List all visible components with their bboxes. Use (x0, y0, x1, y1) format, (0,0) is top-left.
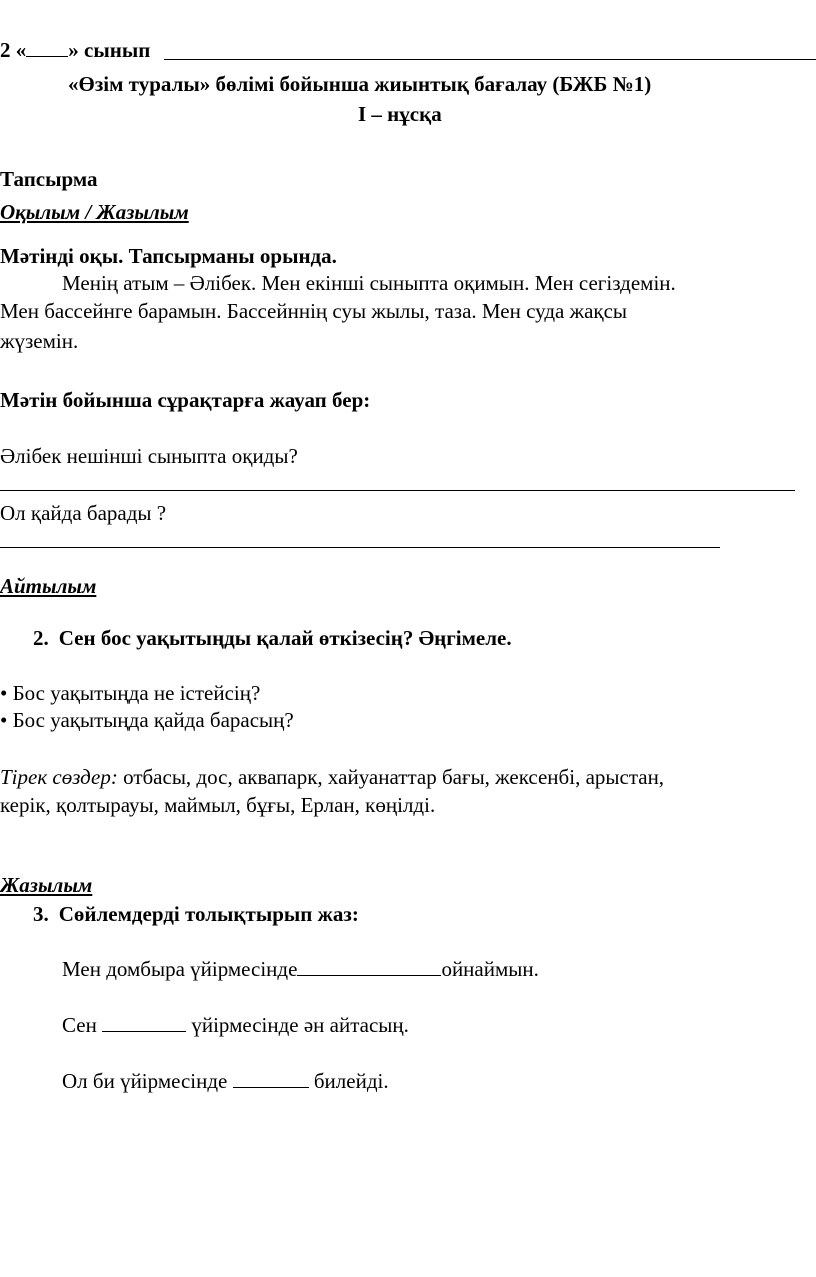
writing-heading: Жазылым (0, 873, 93, 897)
sentence-3 (62, 1068, 389, 1094)
variant-label: I – нұсқа (358, 102, 442, 126)
task-heading: Тапсырма (0, 167, 98, 191)
speaking-heading: Айтылым (0, 574, 97, 598)
sentence-1-blank[interactable] (297, 957, 441, 976)
reading-text-line-1: Менің атым – Әлібек. Мен екінші сыныпта оқимын. Мен сегіздемін. (62, 271, 676, 295)
name-line (164, 59, 816, 60)
reading-text-line-3: жүземін. (0, 329, 79, 353)
sentence-3-blank[interactable] (233, 1069, 309, 1088)
sentence-2-start: Сен (62, 1013, 103, 1037)
class-blank (26, 38, 68, 57)
class-prefix: 2 « (0, 38, 27, 62)
class-line (0, 37, 150, 63)
sentence-2-blank[interactable] (102, 1013, 186, 1032)
sentence-1 (62, 956, 539, 982)
support-words-line-2: керік, қолтырауы, маймыл, бұғы, Ерлан, көңілді. (0, 793, 436, 817)
class-suffix: » сынып (68, 38, 151, 62)
writing-task-number: 3. (33, 902, 49, 926)
sentence-3-start: Ол би үйірмесінде (62, 1069, 233, 1093)
sentence-2-end: үйірмесінде ән айтасың. (186, 1013, 409, 1037)
reading-writing-heading: Оқылым / Жазылым (0, 200, 189, 224)
answer-line-1 (0, 490, 795, 491)
speaking-bullet-1: • Бос уақытыңда не істейсің? (0, 681, 261, 705)
question-1: Әлібек нешінші сыныпта оқиды? (0, 444, 298, 468)
support-words-1: отбасы, дос, аквапарк, хайуанаттар бағы, жексенбі, арыстан, (117, 765, 665, 789)
speaking-task (33, 625, 512, 651)
speaking-task-text: Сен бос уақытыңды қалай өткізесің? Әңгімеле. (58, 626, 512, 650)
speaking-task-number: 2. (33, 626, 49, 650)
document-title: «Өзім туралы» бөлімі бойынша жиынтық бағалау (БЖБ №1) (68, 72, 652, 96)
reading-instruction: Мәтінді оқы. Тапсырманы орында. (0, 244, 337, 268)
speaking-bullet-2: • Бос уақытыңда қайда барасың? (0, 708, 294, 732)
support-words-line-1 (0, 764, 664, 790)
reading-text-line-2: Мен бассейнге барамын. Бассейннің суы жылы, таза. Мен суда жақсы (0, 299, 628, 323)
questions-heading: Мәтін бойынша сұрақтарға жауап бер: (0, 388, 371, 412)
writing-task-text: Сөйлемдерді толықтырып жаз: (58, 902, 359, 926)
writing-task (33, 901, 359, 927)
question-2: Ол қайда барады ? (0, 501, 167, 525)
sentence-1-end: ойнаймын. (441, 957, 539, 981)
sentence-2 (62, 1012, 409, 1038)
support-words-label: Тірек сөздер: (0, 765, 118, 789)
sentence-3-end: билейді. (308, 1069, 389, 1093)
answer-line-2 (0, 547, 720, 548)
sentence-1-start: Мен домбыра үйірмесінде (62, 957, 298, 981)
